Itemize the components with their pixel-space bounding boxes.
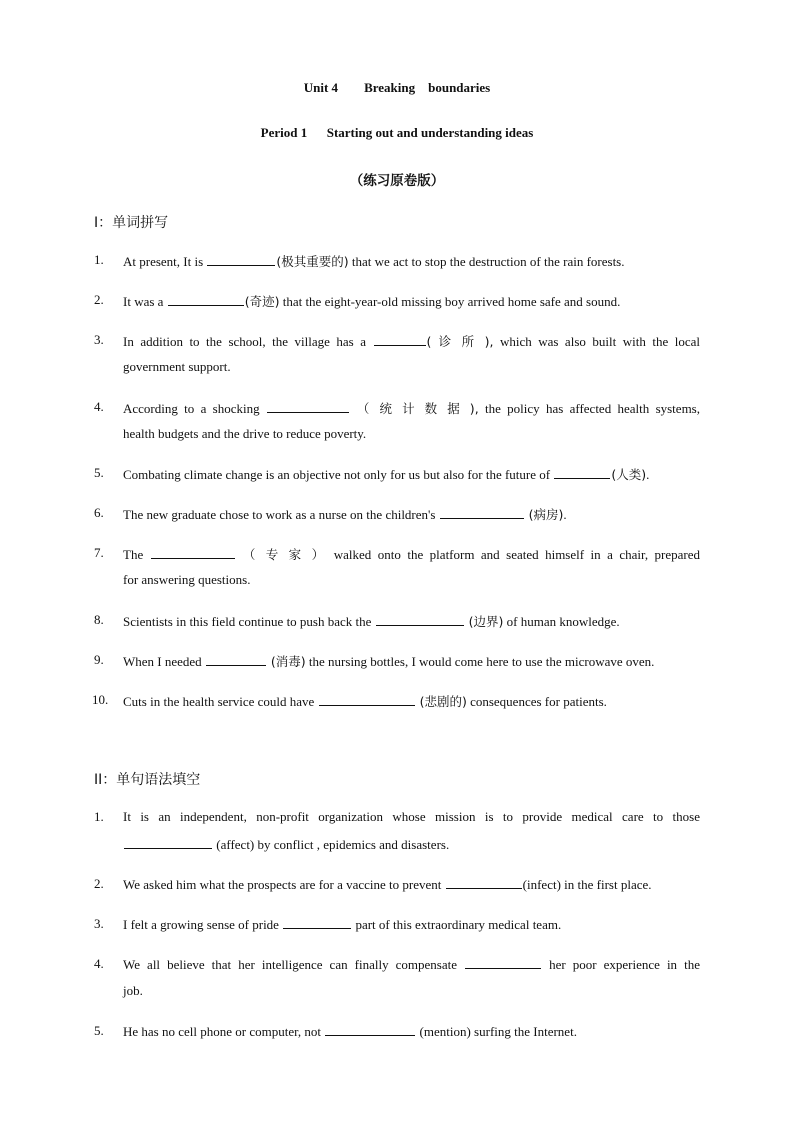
question-number: 9. [94, 652, 104, 667]
answer-blank[interactable] [124, 836, 212, 849]
section-heading-grammar: II：单句语法填空 [94, 772, 201, 788]
question-number: 4. [94, 956, 104, 971]
answer-blank[interactable] [554, 466, 610, 479]
section-heading-spelling: I：单词拼写 [94, 215, 169, 231]
edition-label: （练习原卷版） [349, 173, 445, 189]
unit-title: Unit 4 Breaking boundaries [303, 80, 491, 95]
answer-blank[interactable] [446, 876, 522, 889]
question-number: 2. [94, 292, 104, 307]
question-number: 1. [94, 809, 104, 824]
question-number: 4. [94, 399, 104, 414]
question-number: 7. [94, 545, 104, 560]
question-number: 8. [94, 612, 104, 627]
answer-blank[interactable] [267, 400, 349, 413]
question-number: 10. [92, 692, 109, 707]
question-number: 2. [94, 876, 104, 891]
question-number: 3. [94, 916, 104, 931]
answer-blank[interactable] [376, 613, 464, 626]
question-number: 5. [94, 465, 104, 480]
answer-blank[interactable] [374, 333, 426, 346]
question-number: 3. [94, 332, 104, 347]
answer-blank[interactable] [465, 956, 541, 969]
answer-blank[interactable] [440, 506, 524, 519]
answer-blank[interactable] [283, 916, 351, 929]
answer-blank[interactable] [207, 253, 275, 266]
answer-blank[interactable] [168, 293, 244, 306]
answer-blank[interactable] [325, 1023, 415, 1036]
answer-blank[interactable] [206, 653, 266, 666]
answer-blank[interactable] [151, 546, 235, 559]
answer-blank[interactable] [319, 693, 415, 706]
question-number: 1. [94, 252, 104, 267]
question-number: 5. [94, 1023, 104, 1038]
question-number: 6. [94, 505, 104, 520]
period-title: Period 1 Starting out and understanding ideas [260, 125, 534, 140]
worksheet-page: Unit 4 Breaking boundaries Period 1 Starting out and understanding ideas （练习原卷版） I：单词拼写 1. At present, It is (极其重要的) that we act to stop the destruction of the rain forests. 2. It was a (奇迹) that the eight-year-old missing boy arrived home safe and sound. 3. In addition to the school, the village has a ( 诊 所 ), which was also built with the local government support. 4. According to a shocking （ 统 计 数 据 ), the policy has affected health systems, health budgets and the drive to reduce poverty. 5. Combating climate change is an objective not only for us but also for the future of (人类). 6. The new graduate chose to work as a nurse on the children's (病房). 7. The （ 专 家 ） walked onto the platform and seated himself in a chair, prepared for answering questions. 8. Scientists in this field continue to push back the (边界) of human knowledge. 9. When I needed (消毒) the nursing bottles, I would come here to use the microwave oven. 10. Cuts in the health service could have (悲剧的) consequences for patients. II：单句语法填空 1. It is an independent, non-profit organization whose mission is to provide medical care to those (affect) by conflict , epidemics and disasters. 2. We asked him what the prospects are for a vaccine to prevent (infect) in the first place. 3. I felt a growing sense of pride part of this extraordinary medical team. 4. We all believe that her intelligence can finally compensate her poor experience in the job. 5. He has no cell phone or computer, not (mention) surfing the Internet. [0, 0, 794, 1123]
